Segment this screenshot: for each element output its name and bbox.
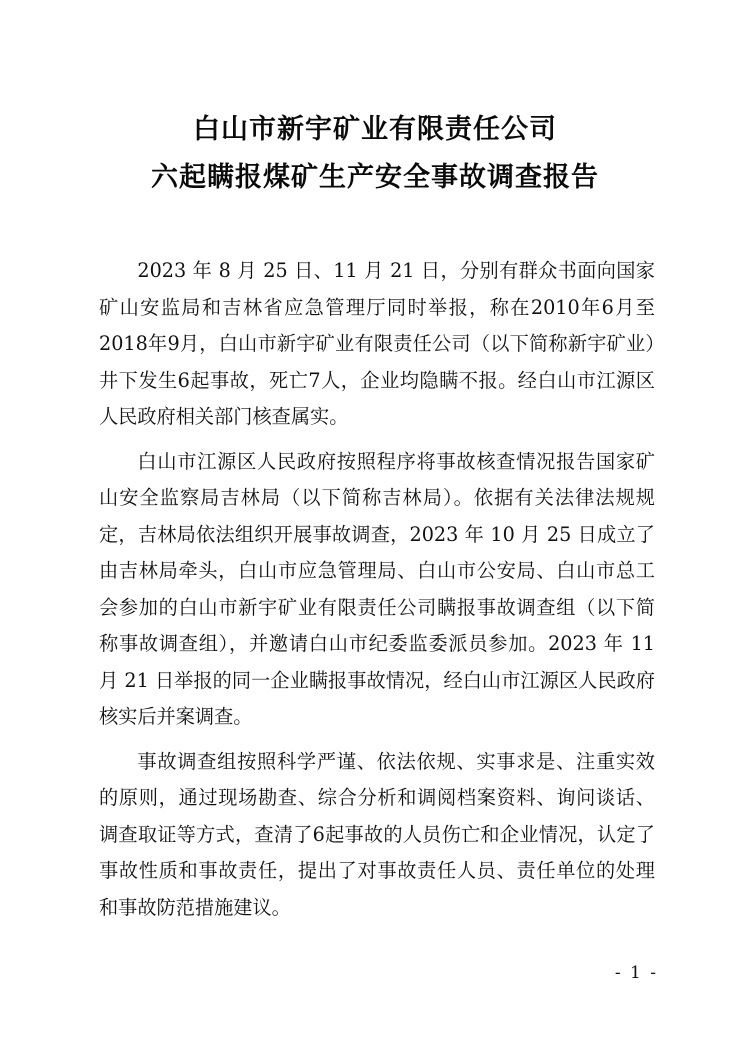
page-number: - 1 - bbox=[614, 963, 658, 983]
paragraph-1: 2023 年 8 月 25 日、11 月 21 日，分别有群众书面向国家矿山安监局和吉林省应急管理厅同时举报，称在2010年6月至2018年9月，白山市新宇矿业有限责任公司（以下简称新宇矿业）井下发生6起事故，死亡7人，企业均隐瞒不报。经白山市江源区人民政府相关部门核查属实。 bbox=[99, 259, 655, 428]
report-body bbox=[99, 253, 655, 934]
title-line-2: 六起瞒报煤矿生产安全事故调查报告 bbox=[151, 162, 599, 193]
paragraph-2: 白山市江源区人民政府按照程序将事故核查情况报告国家矿山安全监察局吉林局（以下简称吉林局）。依据有关法律法规规定，吉林局依法组织开展事故调查，2023 年 10 月 25 日成立了由吉林局牵头，白山市应急管理局、白山市公安局、白山市总工会参加的白山市新宇矿业有限责任公司瞒报事故调查组（以下简称事故调查组），并邀请白山市纪委监委派员参加。2023 年 11 月 21 日举报的同一企业瞒报事故情况，经白山市江源区人民政府核实后并案调查。 bbox=[99, 449, 655, 728]
title-line-1: 白山市新宇矿业有限责任公司 bbox=[193, 114, 557, 145]
report-title bbox=[0, 106, 750, 202]
paragraph-3: 事故调查组按照科学严谨、依法依规、实事求是、注重实效的原则，通过现场勘查、综合分析和调阅档案资料、询问谈话、调查取证等方式，查清了6起事故的人员伤亡和企业情况，认定了事故性质和事故责任，提出了对事故责任人员、责任单位的处理和事故防范措施建议。 bbox=[99, 749, 655, 919]
